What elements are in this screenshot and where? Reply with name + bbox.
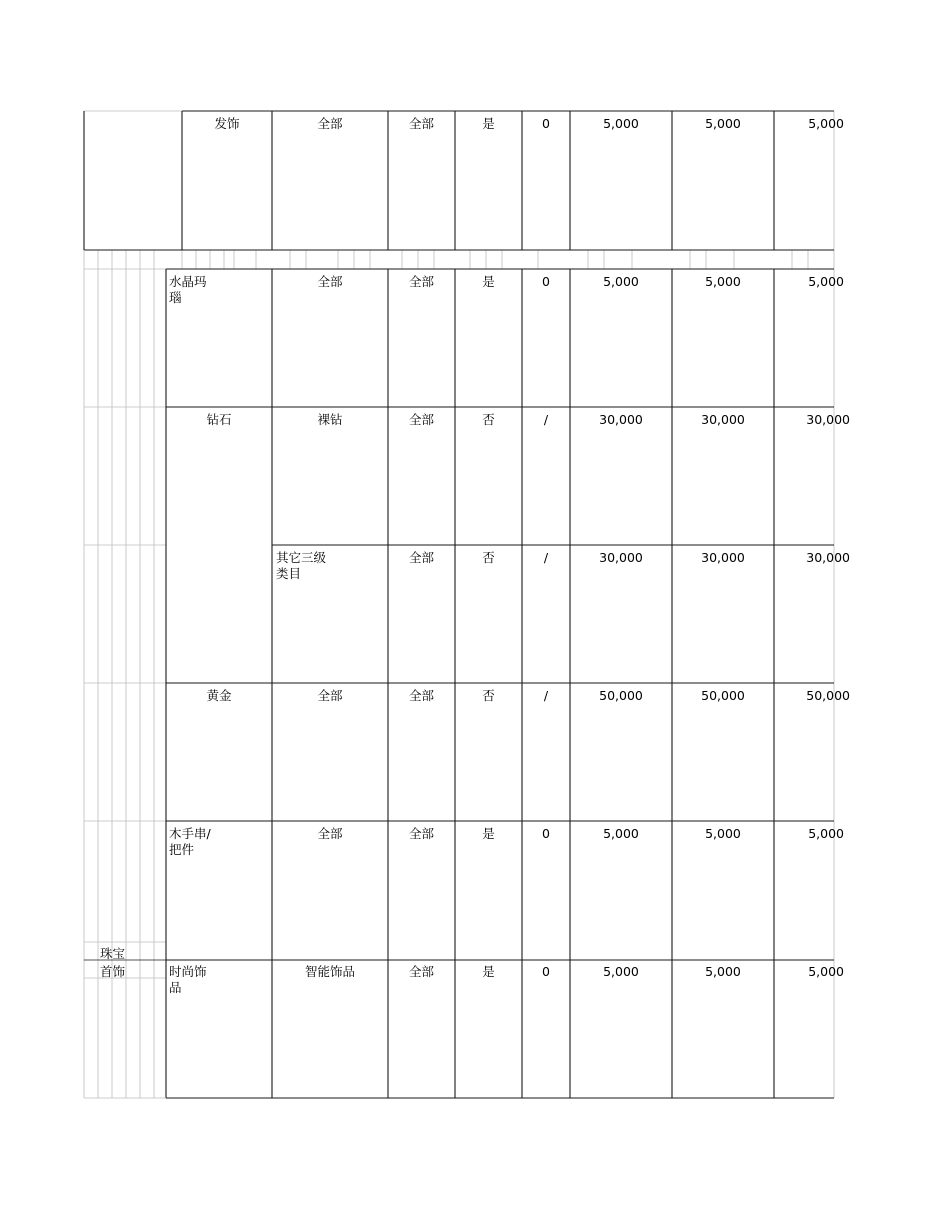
amount-cell-1: 5,000 [603,274,639,289]
value-cell: 0 [542,274,550,289]
amount-cell-3: 5,000 [808,274,844,289]
amount-cell-1: 50,000 [599,688,643,703]
amount-cell-2: 5,000 [705,116,741,131]
category-cell: 水晶玛 瑙 [169,274,207,305]
scope-cell: 全部 [408,116,434,131]
amount-cell-2: 30,000 [701,550,745,565]
subcategory-cell: 裸钻 [317,412,343,427]
scope-cell: 全部 [408,688,434,703]
value-cell: / [543,412,549,427]
flag-cell: 否 [482,550,495,565]
amount-cell-3: 30,000 [806,412,850,427]
flag-cell: 是 [482,274,495,289]
category-cell: 木手串/ 把件 [169,826,211,857]
value-cell: 0 [542,826,550,841]
amount-cell-3: 50,000 [806,688,850,703]
amount-cell-2: 5,000 [705,274,741,289]
flag-cell: 是 [482,116,495,131]
subcategory-cell: 其它三级 类目 [276,550,327,581]
flag-cell: 是 [482,964,495,979]
group-label-line-2: 首饰 [100,964,126,979]
subcategory-cell: 全部 [317,688,343,703]
amount-cell-2: 30,000 [701,412,745,427]
value-cell: 0 [542,964,550,979]
amount-cell-2: 5,000 [705,826,741,841]
value-cell: 0 [542,116,550,131]
flag-cell: 否 [482,412,495,427]
amount-cell-1: 5,000 [603,116,639,131]
amount-cell-2: 50,000 [701,688,745,703]
scope-cell: 全部 [408,550,434,565]
amount-cell-3: 5,000 [808,964,844,979]
scope-cell: 全部 [408,964,434,979]
amount-cell-2: 5,000 [705,964,741,979]
category-cell: 钻石 [206,412,232,427]
category-cell: 发饰 [214,116,240,131]
subcategory-cell: 全部 [317,826,343,841]
amount-cell-1: 30,000 [599,550,643,565]
amount-cell-1: 5,000 [603,826,639,841]
amount-cell-3: 30,000 [806,550,850,565]
value-cell: / [543,550,549,565]
flag-cell: 是 [482,826,495,841]
amount-cell-3: 5,000 [808,826,844,841]
category-cell: 黄金 [206,688,232,703]
amount-cell-1: 30,000 [599,412,643,427]
scope-cell: 全部 [408,274,434,289]
group-label-line-1: 珠宝 [100,946,126,961]
value-cell: / [543,688,549,703]
category-cell: 时尚饰 品 [169,964,207,995]
amount-cell-3: 5,000 [808,116,844,131]
subcategory-cell: 智能饰品 [304,964,355,979]
subcategory-cell: 全部 [317,274,343,289]
subcategory-cell: 全部 [317,116,343,131]
flag-cell: 否 [482,688,495,703]
scope-cell: 全部 [408,412,434,427]
amount-cell-1: 5,000 [603,964,639,979]
scope-cell: 全部 [408,826,434,841]
